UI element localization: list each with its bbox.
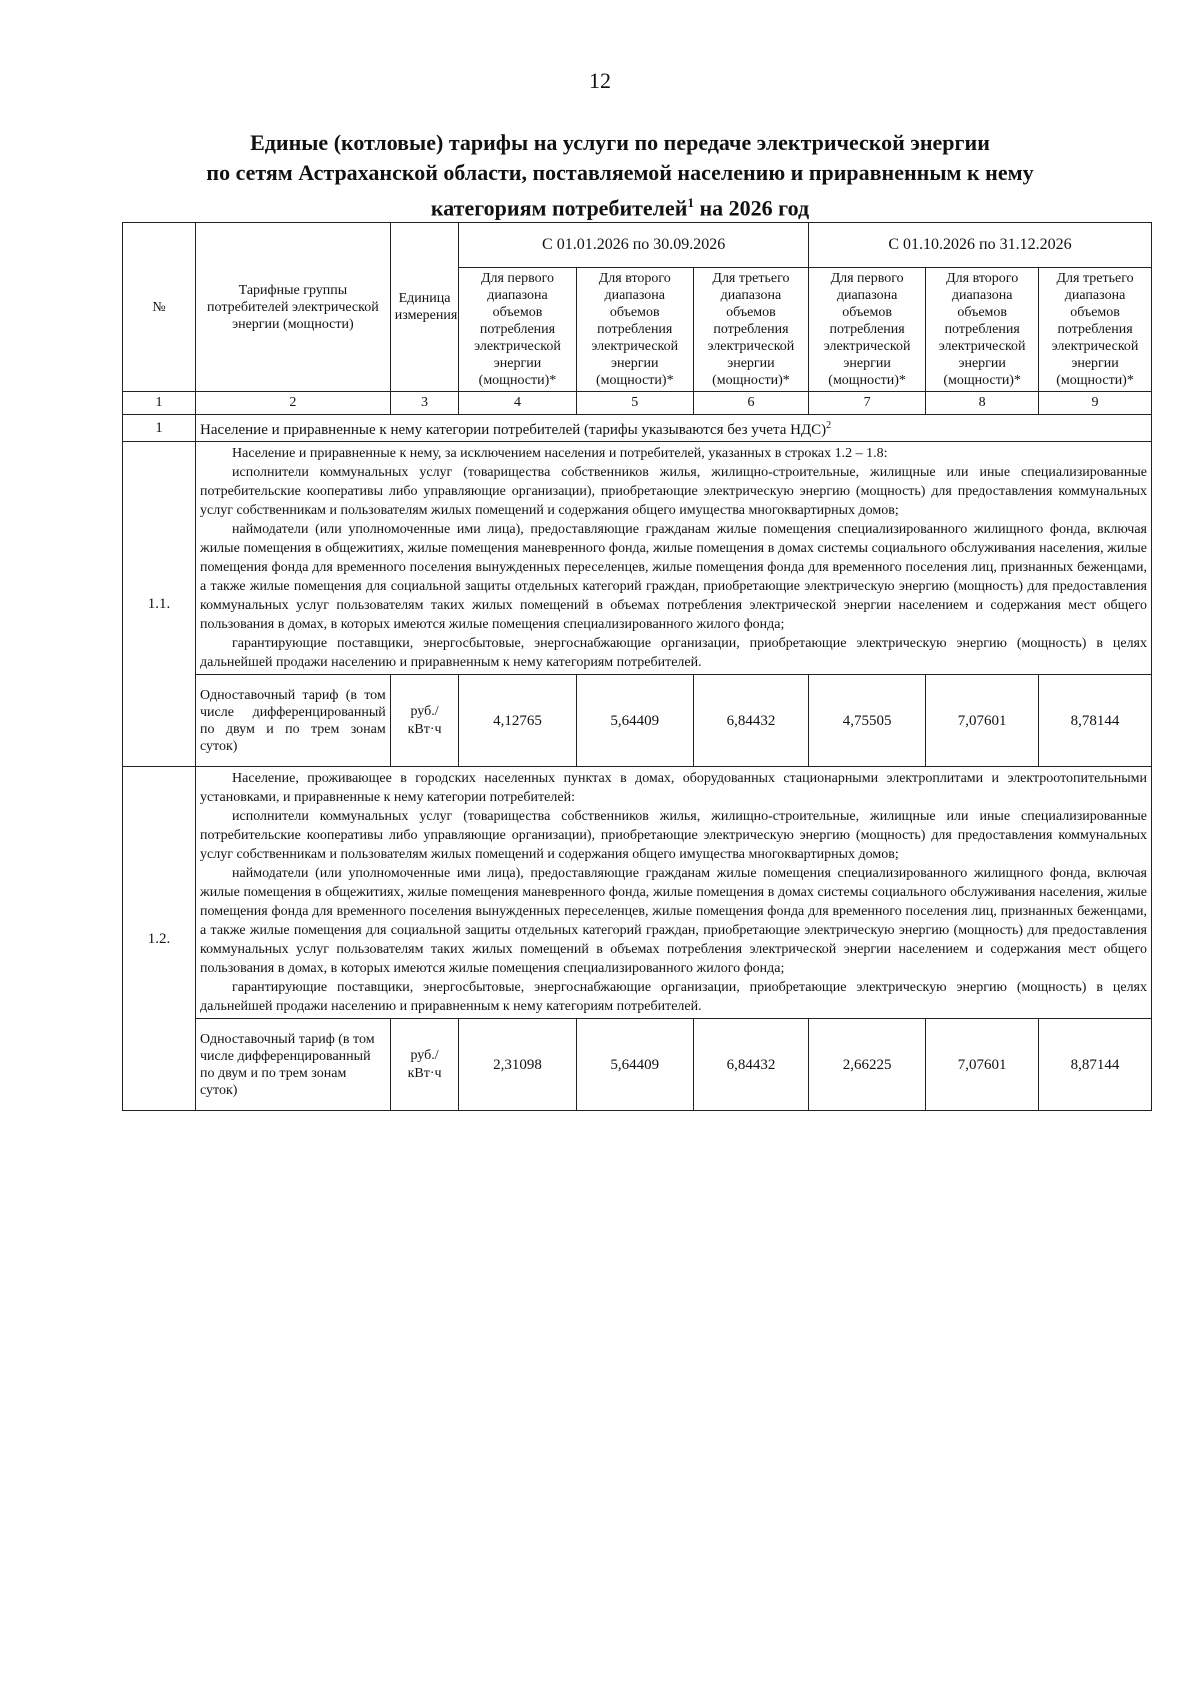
column-number-row xyxy=(123,392,1152,415)
header-band-3-p2: Для третьего диапазона объемов потребления электрической энергии (мощности)* xyxy=(1039,268,1152,392)
col-number: 9 xyxy=(1039,392,1152,415)
header-band-3-p1: Для третьего диапазона объемов потребления электрической энергии (мощности)* xyxy=(693,268,808,392)
row-paragraph: исполнители коммунальных услуг (товарищества собственников жилья, жилищно-строительные, жилищные или иные специализированные потребительские кооперативы либо управляющие организации), приобретающие электрическую энергию (мощность) для предоставления коммунальных услуг собственникам и пользователям жилых помещений и содержания общего имущества многоквартирных домов; xyxy=(200,809,1147,862)
footnote-ref-1: 1 xyxy=(687,195,694,210)
tariff-value: 6,84432 xyxy=(693,675,808,767)
header-period-1: С 01.01.2026 по 30.09.2026 xyxy=(459,223,809,268)
tariff-name: Одноставочный тариф (в том числе дифференцированный по двум и по трем зонам суток) xyxy=(196,1019,391,1111)
row-paragraph: Население, проживающее в городских населенных пунктах в домах, оборудованных стационарными электроплитами и электроотопительными установками, и приравненные к нему категории потребителей: xyxy=(200,771,1147,805)
tariff-value: 2,66225 xyxy=(808,1019,925,1111)
header-unit: Единица измерения xyxy=(390,223,459,392)
table-row xyxy=(123,442,1152,675)
header-tariff-group: Тарифные группы потребителей электрической энергии (мощности) xyxy=(196,223,391,392)
col-number: 3 xyxy=(390,392,459,415)
document-title xyxy=(140,128,1100,223)
tariff-value: 8,87144 xyxy=(1039,1019,1152,1111)
tariff-table xyxy=(122,222,1152,1111)
section-number: 1 xyxy=(123,415,196,442)
tariff-name: Одноставочный тариф (в том числе дифференцированный по двум и по трем зонам суток) xyxy=(196,675,391,767)
row-paragraph: наймодатели (или уполномоченные ими лица), предоставляющие гражданам жилые помещения специализированного жилищного фонда, включая жилые помещения в общежитиях, жилые помещения маневренного фонда, жилые помещения в домах системы социального обслуживания населения, жилые помещения фонда для временного поселения вынужденных переселенцев, жилые помещения фонда для временного поселения лиц, признанных беженцами, а также жилые помещения для социальной защиты отдельных категорий граждан, приобретающие электрическую энергию (мощность) для предоставления коммунальных услуг пользователям таких жилых помещений в объемах потребления электрической энергии населением и содержания мест общего пользования в домах, в которых имеются жилые помещения специализированного жилого фонда; xyxy=(200,522,1147,632)
row-paragraph: исполнители коммунальных услуг (товарищества собственников жилья, жилищно-строительные, жилищные или иные специализированные потребительские кооперативы либо управляющие организации), приобретающие электрическую энергию (мощность) для предоставления коммунальных услуг собственникам и пользователям жилых помещений и содержания общего имущества многоквартирных домов; xyxy=(200,465,1147,518)
header-num: № xyxy=(123,223,196,392)
tariff-value: 5,64409 xyxy=(576,1019,693,1111)
tariff-value: 5,64409 xyxy=(576,675,693,767)
page-number: 12 xyxy=(589,68,611,93)
tariff-value: 2,31098 xyxy=(459,1019,576,1111)
row-number: 1.1. xyxy=(123,442,196,767)
section-title xyxy=(196,415,1152,442)
table-row xyxy=(123,767,1152,1019)
row-description xyxy=(196,767,1152,1019)
header-row-periods xyxy=(123,223,1152,268)
row-description xyxy=(196,442,1152,675)
section-row xyxy=(123,415,1152,442)
col-number: 1 xyxy=(123,392,196,415)
row-paragraph: Население и приравненные к нему, за исключением населения и потребителей, указанных в строках 1.2 – 1.8: xyxy=(232,446,888,461)
tariff-unit: руб./ кВт·ч xyxy=(390,675,459,767)
tariff-value: 6,84432 xyxy=(693,1019,808,1111)
row-paragraph: наймодатели (или уполномоченные ими лица), предоставляющие гражданам жилые помещения специализированного жилищного фонда, включая жилые помещения в общежитиях, жилые помещения маневренного фонда, жилые помещения в домах системы социального обслуживания населения, жилые помещения фонда для временного поселения вынужденных переселенцев, жилые помещения фонда для временного поселения лиц, признанных беженцами, а также жилые помещения для социальной защиты отдельных категорий граждан, приобретающие электрическую энергию (мощность) для предоставления коммунальных услуг пользователям таких жилых помещений в объемах потребления электрической энергии населением и содержания мест общего пользования в домах, в которых имеются жилые помещения специализированного жилого фонда; xyxy=(200,866,1147,976)
col-number: 8 xyxy=(926,392,1039,415)
tariff-value: 7,07601 xyxy=(926,675,1039,767)
col-number: 4 xyxy=(459,392,576,415)
section-title-text: Население и приравненные к нему категории потребителей (тарифы указываются без учета НДС) xyxy=(200,422,827,438)
row-paragraph: гарантирующие поставщики, энергосбытовые, энергоснабжающие организации, приобретающие электрическую энергию (мощность) в целях дальнейшей продажи населению и приравненным к нему категориям потребителей. xyxy=(200,636,1147,670)
title-line-3-year: на 2026 год xyxy=(693,195,810,221)
tariff-unit: руб./ кВт·ч xyxy=(390,1019,459,1111)
header-band-2-p1: Для второго диапазона объемов потребления электрической энергии (мощности)* xyxy=(576,268,693,392)
title-line-2: по сетям Астраханской области, поставляемой населению и приравненным к нему xyxy=(206,160,1034,185)
col-number: 2 xyxy=(196,392,391,415)
footnote-ref-2: 2 xyxy=(826,420,832,431)
header-band-2-p2: Для второго диапазона объемов потребления электрической энергии (мощности)* xyxy=(926,268,1039,392)
tariff-value: 4,75505 xyxy=(808,675,925,767)
tariff-value: 7,07601 xyxy=(926,1019,1039,1111)
title-line-1: Единые (котловые) тарифы на услуги по передаче электрической энергии xyxy=(250,130,990,155)
title-line-3-text: категориям потребителей xyxy=(430,195,688,221)
header-period-2: С 01.10.2026 по 31.12.2026 xyxy=(808,223,1151,268)
header-band-1-p2: Для первого диапазона объемов потребления электрической энергии (мощности)* xyxy=(808,268,925,392)
col-number: 5 xyxy=(576,392,693,415)
col-number: 6 xyxy=(693,392,808,415)
tariff-value: 4,12765 xyxy=(459,675,576,767)
tariff-row xyxy=(123,1019,1152,1111)
row-number: 1.2. xyxy=(123,767,196,1111)
tariff-row xyxy=(123,675,1152,767)
header-band-1-p1: Для первого диапазона объемов потребления электрической энергии (мощности)* xyxy=(459,268,576,392)
row-paragraph: гарантирующие поставщики, энергосбытовые, энергоснабжающие организации, приобретающие электрическую энергию (мощность) в целях дальнейшей продажи населению и приравненным к нему категориям потребителей. xyxy=(200,980,1147,1014)
col-number: 7 xyxy=(808,392,925,415)
tariff-value: 8,78144 xyxy=(1039,675,1152,767)
title-line-3 xyxy=(140,188,1100,223)
